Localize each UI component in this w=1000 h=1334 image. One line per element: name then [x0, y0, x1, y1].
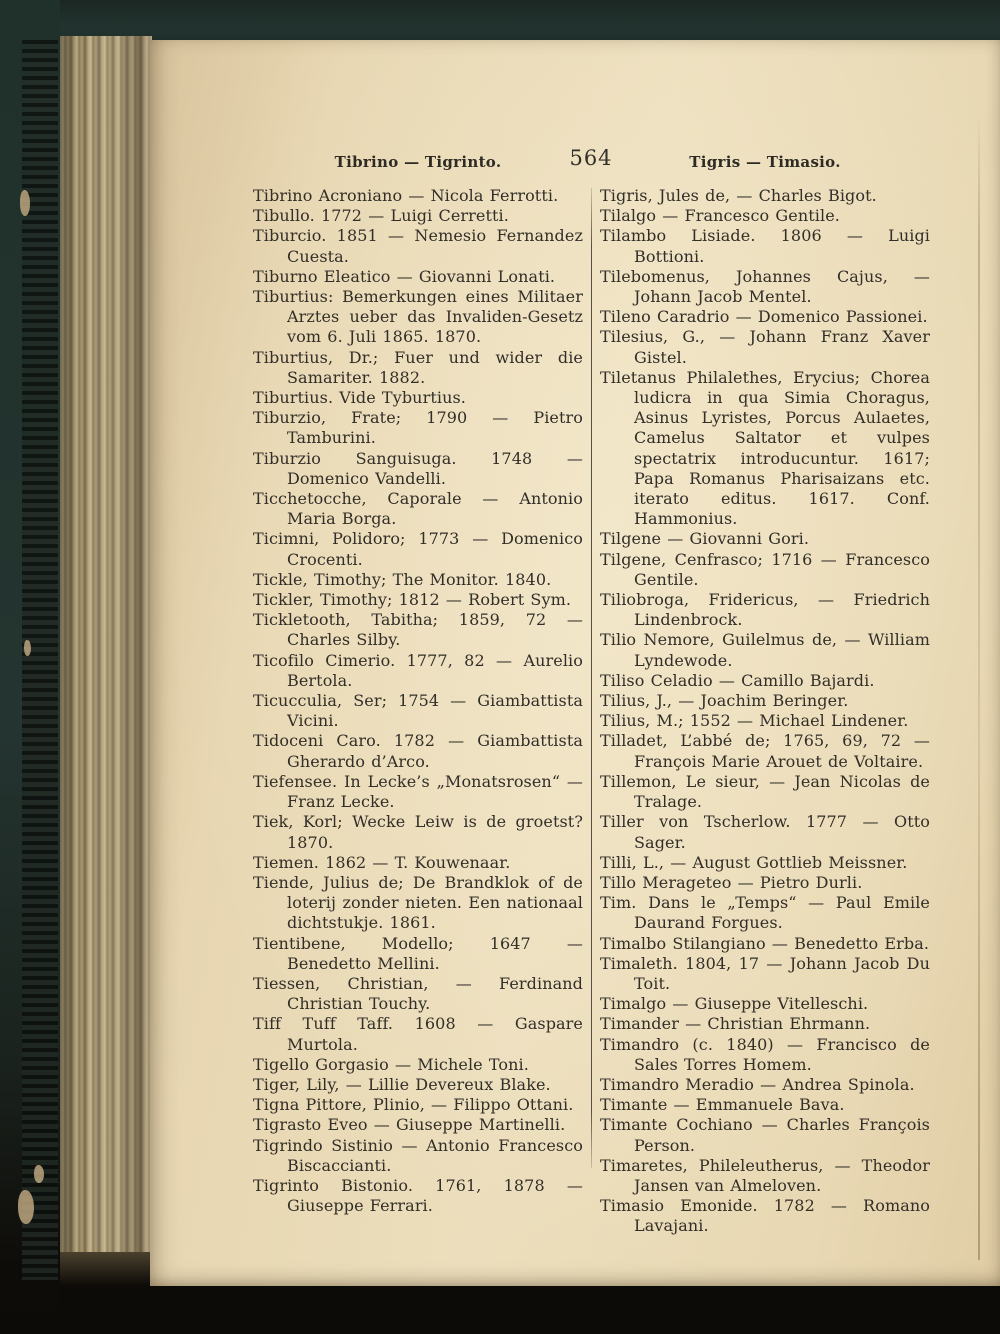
entry: Timante Cochiano — Charles François Person. — [600, 1115, 930, 1155]
entry: Tilgene — Giovanni Gori. — [600, 529, 810, 549]
entry: Tiburzio Sanguisuga. 1748 — Domenico Vandelli. — [253, 448, 583, 488]
entry: Tiger, Lily, — Lillie Devereux Blake. — [253, 1074, 551, 1094]
entry: Tilesius, G., — Johann Franz Xaver Gistel. — [600, 327, 930, 367]
entry: Timasio Emonide. 1782 — Romano Lavajani. — [600, 1196, 930, 1236]
entry: Tigello Gorgasio — Michele Toni. — [253, 1054, 529, 1074]
worn-spot — [18, 1190, 34, 1224]
book-page — [150, 40, 1000, 1286]
entry: Tilius, J., — Joachim Beringer. — [600, 691, 849, 711]
entry: Tigris, Jules de, — Charles Bigot. — [600, 186, 877, 205]
entry: Tilius, M.; 1552 — Michael Lindener. — [600, 711, 909, 731]
entry: Tilladet, L’abbé de; 1765, 69, 72 — François Marie Arouet de Voltaire. — [600, 731, 930, 771]
entry: Tiburtius: Bemerkungen eines Militaer Arztes ueber das Invaliden-Gesetz vom 6. Juli 1865. 1870. — [253, 287, 583, 347]
entry: Tiliso Celadio — Camillo Bajardi. — [600, 670, 875, 690]
entry: Tickle, Timothy; The Monitor. 1840. — [253, 569, 552, 589]
entry: Tiletanus Philalethes, Erycius; Chorea ludicra in qua Simia Choragus, Asinus Lyristes, Porcus Aulaetes, Camelus Saltator et vulpes spectatrix introducuntur. 1617; Papa Romanus Pharisaizans etc. iterato editus. 1617. Conf. Hammonius. — [600, 367, 930, 529]
entry: Tiburtius. Vide Tyburtius. — [253, 388, 466, 408]
entry: Tibullo. 1772 — Luigi Cerretti. — [253, 206, 509, 226]
entry: Tiliobroga, Fridericus, — Friedrich Lindenbrock. — [600, 590, 930, 630]
entry: Tillemon, Le sieur, — Jean Nicolas de Tralage. — [600, 771, 930, 812]
worn-spot — [24, 640, 31, 656]
entry: Tiessen, Christian, — Ferdinand Christian Touchy. — [253, 973, 583, 1014]
right-column — [600, 186, 930, 1237]
entry: Tilli, L., — August Gottlieb Meissner. — [600, 852, 908, 872]
entry: Ticucculia, Ser; 1754 — Giambattista Vicini. — [253, 691, 583, 731]
entry: Tilgene, Cenfrasco; 1716 — Francesco Gentile. — [600, 549, 930, 589]
entry: Tileno Caradrio — Domenico Passionei. — [600, 307, 928, 327]
entry: Tigna Pittore, Plinio, — Filippo Ottani. — [253, 1095, 574, 1115]
entry: Tim. Dans le „Temps“ — Paul Emile Daurand Forgues. — [600, 893, 930, 933]
entry: Tilebomenus, Johannes Cajus, — Johann Jacob Mentel. — [600, 266, 930, 307]
entry: Tiburzio, Frate; 1790 — Pietro Tamburini. — [253, 408, 583, 448]
worn-spot — [34, 1165, 44, 1183]
entry: Tiburno Eleatico — Giovanni Lonati. — [253, 266, 556, 286]
running-header-left: Tibrino — Tigrinto. — [334, 153, 502, 171]
entry: Tigrinto Bistonio. 1761, 1878 — Giuseppe Ferrari. — [253, 1175, 583, 1216]
text-columns — [253, 186, 930, 1237]
entry: Tiefensee. In Lecke’s „Monatsrosen“ — Franz Lecke. — [253, 771, 583, 812]
entry: Timalbo Stilangiano — Benedetto Erba. — [600, 933, 930, 953]
worn-spot — [20, 190, 30, 216]
entry: Tiemen. 1862 — T. Kouwenaar. — [253, 852, 511, 872]
entry: Tillo Merageteo — Pietro Durli. — [600, 872, 863, 892]
entry: Timandro Meradio — Andrea Spinola. — [600, 1074, 915, 1094]
entry: Tigrindo Sistinio — Antonio Francesco Biscaccianti. — [253, 1135, 583, 1175]
entry: Timante — Emmanuele Bava. — [600, 1095, 845, 1115]
entry: Tickletooth, Tabitha; 1859, 72 — Charles Silby. — [253, 610, 583, 650]
entry: Tiburtius, Dr.; Fuer und wider die Samariter. 1882. — [253, 347, 583, 387]
entry: Timander — Christian Ehrmann. — [600, 1014, 871, 1034]
entry: Tientibene, Modello; 1647 — Benedetto Mellini. — [253, 933, 583, 973]
entry: Tiburcio. 1851 — Nemesio Fernandez Cuesta. — [253, 226, 583, 266]
entry: Timaleth. 1804, 17 — Johann Jacob Du Toit. — [600, 953, 930, 993]
page-number: 564 — [569, 146, 613, 170]
entry: Tilio Nemore, Guilelmus de, — William Lyndewode. — [600, 630, 930, 670]
stacked-page-edges — [60, 36, 152, 1252]
page-crease — [978, 110, 980, 1260]
entry: Tickler, Timothy; 1812 — Robert Sym. — [253, 590, 572, 610]
entry: Tigrasto Eveo — Giuseppe Martinelli. — [253, 1115, 566, 1135]
entry: Tiek, Korl; Wecke Leiw is de groetst? 1870. — [253, 812, 583, 852]
entry: Timandro (c. 1840) — Francisco de Sales Torres Homem. — [600, 1034, 930, 1074]
entry: Ticimni, Polidoro; 1773 — Domenico Crocenti. — [253, 529, 583, 569]
entry: Tiende, Julius de; De Brandklok of de loterij zonder nieten. Een nationaal dichtstukje. 1861. — [253, 872, 583, 933]
running-header-right: Tigris — Timasio. — [689, 153, 841, 171]
entry: Tibrino Acroniano — Nicola Ferrotti. — [253, 186, 559, 205]
left-column — [253, 186, 583, 1237]
entry: Timaretes, Phileleutherus, — Theodor Jansen van Almeloven. — [600, 1155, 930, 1195]
entry: Ticchetocche, Caporale — Antonio Maria Borga. — [253, 489, 583, 529]
entry: Tilambo Lisiade. 1806 — Luigi Bottioni. — [600, 226, 930, 266]
entry: Tiller von Tscherlow. 1777 — Otto Sager. — [600, 812, 930, 852]
entry: Timalgo — Giuseppe Vitelleschi. — [600, 994, 869, 1014]
entry: Ticofilo Cimerio. 1777, 82 — Aurelio Bertola. — [253, 650, 583, 690]
entry: Tiff Tuff Taff. 1608 — Gaspare Murtola. — [253, 1014, 583, 1054]
entry: Tilalgo — Francesco Gentile. — [600, 206, 840, 226]
entry: Tidoceni Caro. 1782 — Giambattista Gherardo d’Arco. — [253, 731, 583, 771]
spine-wear-texture — [22, 40, 58, 1280]
